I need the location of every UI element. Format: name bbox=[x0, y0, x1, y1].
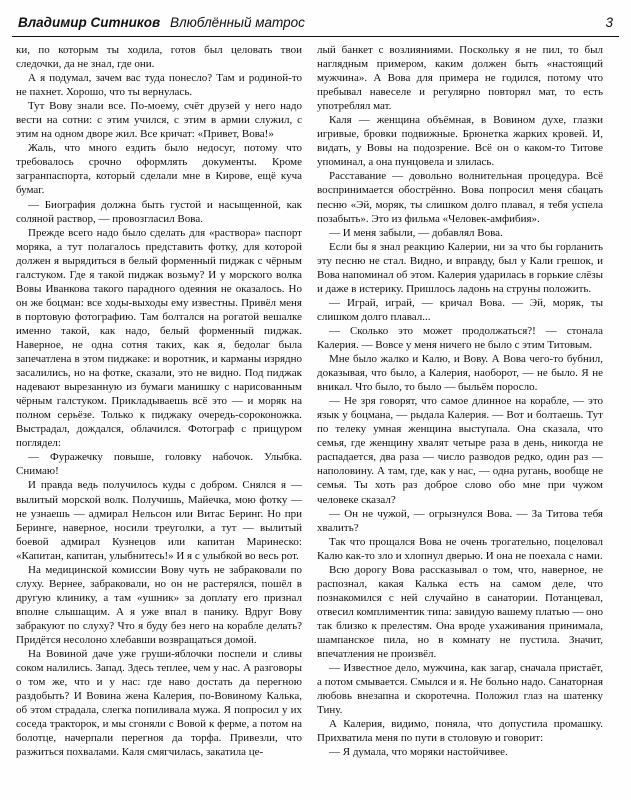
text-column-right bbox=[317, 43, 603, 795]
paragraph: Всю дорогу Вова рассказывал о том, что, наверное, не распознал, какая Калька есть на самом деле, что познакомился с ней случайно в санатории. Потанцевал, отвесил комплиментик типа: завидую вашему платью — оно так близко к прелестям. Она вроде ухаживания принимала, шампанское пила, но в комнату не пустила. Значит, впечатления не произвёл. bbox=[317, 563, 603, 661]
paragraph: На Вовиной даче уже груши-яблочки поспели и сливы соком налились. Запад. Здесь теплее, чем у нас. А разговоры о том же, что и у нас: где наво достать да перегною раздобыть? И Вовина жена Калерия, по-Вовиному Калька, об этом страдала, слегка попиливала мужа. Я попросил у их соседа тракторок, и мы сгоняли с Вовой к ферме, а потом на болотце, начерпали перегноя да торфа. Привезли, что разжиться похвалами. Каля смягчилась, закатила це- bbox=[16, 648, 302, 759]
paragraph: — Фуражечку повыше, головку набочок. Улыбка. Снимаю! bbox=[16, 451, 302, 478]
paragraph: Мне было жалко и Калю, и Вову. А Вова чего-то бубнил, доказывая, что было, а Калерия, наоборот, — не было. Я не вникал. Что было, то было — быльём поросло. bbox=[317, 353, 603, 394]
running-header bbox=[12, 12, 619, 37]
paragraph: — Известное дело, мужчина, как загар, сначала пристаёт, а потом смывается. Смылся и я. Не больно надо. Санаторная любовь внезапна и скоротечна. Положил глаз на шатенку Тину. bbox=[317, 662, 603, 717]
paragraph: А Калерия, видимо, поняла, что допустила промашку. Прихватила меня по пути в столовую и говорит: bbox=[317, 718, 603, 745]
paragraph: — Я думала, что моряки настойчивее. bbox=[329, 746, 508, 759]
header-author: Владимир Ситников bbox=[18, 15, 161, 30]
paragraph: — Не зря говорят, что самое длинное на корабле, — это язык у боцмана, — рыдала Калерия. — Вот и болтаешь. Тут по телеку умная женщина выступала. Она сказала, что семья, где женщину хвалят четыре раза в день, никогда не распадается, два раза — число разводов редко, один раз — наполовину. А там, где, как у нас, — одна ругань, вообще не семья. Ты хоть раз доброе слово обо мне при чужом человеке сказал? bbox=[317, 395, 603, 506]
paragraph: — Он не чужой, — огрызнулся Вова. — За Титова тебя хвалить? bbox=[317, 507, 603, 534]
paragraph: — Биография должна быть густой и насыщенной, как соляной раствор, — провозгласил Вова. bbox=[16, 198, 302, 225]
paragraph: — И меня забыли, — добавлял Вова. bbox=[329, 226, 503, 239]
paragraph: И правда ведь получилось куды с добром. Снялся я — вылитый морской волк. Получишь, Майечка, мою фотку — не узнаешь — адмирал Нельсон или Витас Беринг. Но при Беринге, наверное, носили треуголки, а тут — вылитый боевой адмирал Кузнецов или капитан Маринеско: «Капитан, капитан, улыбнитесь!» И я с улыбкой во весь рот. bbox=[16, 479, 302, 562]
text-column-left bbox=[16, 43, 302, 795]
paragraph: ки, по которым ты ходила, готов был целовать твои следочки, да не знал, где они. bbox=[16, 44, 302, 71]
paragraph: А я подумал, зачем вас туда понесло? Там и родиной-то не пахнет. Хорошо, что ты вернулась. bbox=[16, 72, 302, 99]
paragraph: лый банкет с возлияниями. Поскольку я не пил, то был наглядным примером, каким должен быть «настоящий мужчина». А Вова для примера не годился, потому что пребывал навеселе и регулярно повторял мат, то есть употреблял мат. bbox=[317, 44, 603, 113]
paragraph: Если бы я знал реакцию Калерии, ни за что бы горланить эту песню не стал. Видно, и вправду, был у Кали грешок, и Вова напоминал об этом. Калерия ударилась в горькие слёзы и даже в истерику. Пришлось ладонь на струны положить. bbox=[317, 240, 603, 295]
paragraph: — Играй, играй, — кричал Вова. — Эй, моряк, ты слишком долго плавал... bbox=[317, 296, 603, 323]
page-number: 3 bbox=[605, 15, 613, 30]
paragraph: Тут Вову знали все. По-моему, счёт друзей у него надо вести на сотни: с этим учился, с этим в армии служил, с этим на одном дворе жил. Все кричат: «Привет, Вова!» bbox=[16, 100, 302, 141]
paragraph: — Сколько это может продолжаться?! — стонала Калерия. — Вовсе у меня ничего не было с этим Титовым. bbox=[317, 324, 603, 351]
header-story-title: Влюблённый матрос bbox=[170, 15, 305, 30]
paragraph: Так что прощался Вова не очень трогательно, поцеловал Калю как-то зло и хлопнул дверью. И она не поехала с нами. bbox=[317, 535, 603, 562]
paragraph: Прежде всего надо было сделать для «раствора» паспорт моряка, а тут полагалось представить фотку, для которой должен я вырядиться в белый форменный пиджак с чёрным галстуком. Где я такой пиджак возьму? И у морского волка Вовы Иванкова такого парадного одеяния не оказалось. Но он же боцман: все ходы-выходы ему известны. Привёл меня в портовую фотографию. Там болтался на рогатой вешалке именно такой, как надо, белый форменный пиджак. Наверное, не одна сотня таких, как я, бедолаг была запечатлена в этом пиджаке: и воротник, и карманы изрядно засалились, но на фотке, сказали, это не видно. Под пиджак надевают вырезанную из бумаги манишку с нарисованным чёрным галстуком. Прикладываешь всё это — и моряк на полном серьёзе. Только к пиджаку очередь-сороконожка. Выстрадал, дождался, облачился. Фотограф с прищуром поглядел: bbox=[16, 226, 302, 450]
paragraph: Каля — женщина объёмная, в Вовином духе, глазки игривые, бровки подвижные. Брюнетка жарких кровей. И, видать, у Вовы на подозрение. Всё он о каком-то Титове упоминал, а она пунцовела и злилась. bbox=[317, 114, 603, 169]
paragraph: Жаль, что много ездить было недосуг, потому что требовалось срочно оформлять документы. Кроме загранпаспорта, который сделали мне в Кирове, ещё куча бумаг. bbox=[16, 142, 302, 197]
paragraph: На медицинской комиссии Вову чуть не забраковали по слуху. Вернее, забраковали, но он не растерялся, пошёл в другую клинику, а там «ушник» за доплату его признал вполне слышащим. А я уже впал в панику. Вдруг Вову забракуют по слуху? Что я буду без него на корабле делать? Придётся несолоно хлебавши возвращаться домой. bbox=[16, 563, 302, 646]
paragraph: Расставание — довольно волнительная процедура. Всё воспринимается обострённо. Вова попросил меня сбацать песню «Эй, моряк, ты слишком долго плавал, я тебя успела позабыть». Это из фильма «Человек-амфибия». bbox=[317, 170, 603, 225]
